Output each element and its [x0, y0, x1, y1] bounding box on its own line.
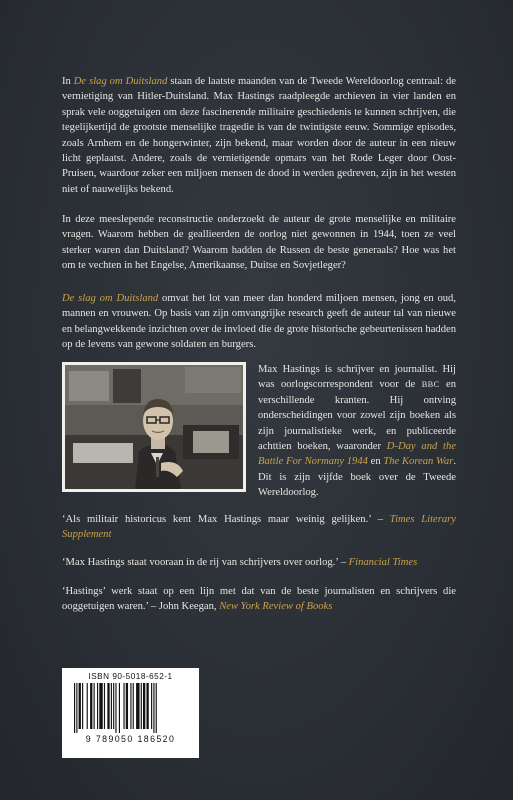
paragraph-1-text: staan de laatste maanden van de Tweede Wereldoorlog centraal: de vernietiging van Hitler-Duitsland. Max Hastings raadpleegde archieven in vier landen en sprak vele ooggetuigen om deze fascinerende militaire geschiedenis te kunnen schrijven, die tegelijkertijd de grootste menselijke tragedie is van de twintigste eeuw. Sommige episodes, zoals Arnhem en de hongerwinter, zijn bekend, maar worden door de auteur in een nieuw licht geplaatst. Andere, zoals de vernietigende opmars van het Rode Leger door Oost-Pruisen, waardoor zeker een miljoen mensen de dood in werden gedreven, zijn in het westen niet of nauwelijks bekend. — [62, 76, 457, 195]
quote-source: New York Review of Books — [219, 601, 333, 613]
barcode-icon — [72, 683, 190, 733]
author-photo-illustration — [65, 365, 243, 489]
author-bio: Max Hastings is schrijver en journalist. Hij was oorlogscorrespondent voor de BBC en verschillende kranten. Hij ontving onderscheidingen voor zowel zijn boeken als zijn journalistieke werk, en publiceerde achttien boeken, waaronder D-Day and the Battle For Normany 1944 en The Korean War. Dit is zijn vijfde boek over de Tweede Wereldoorlog. — [258, 364, 456, 499]
paragraph-3-text: omvat het lot van meer dan honderd miljoen mensen, jong en oud, mannen en vrouwen. Op basis van zijn omvangrijke research geeft de auteur tal van nieuwe en belangwekkende inzichten over de invloed die de grote historische gebeurtenissen hadden op de levens van gewone soldaten en burgers. — [62, 293, 456, 351]
book-title-dday: D-Day and the Battle For Normany 1944 — [258, 441, 456, 468]
review-quote-3: ‘Hastings’ werk staat op een lijn met dat van de beste journalisten en schrijvers die ooggetuigen waren.’ – John Keegan, New York Review of Books — [62, 586, 456, 613]
book-title-korean-war: The Korean War — [383, 456, 454, 468]
review-quote-2: ‘Max Hastings staat vooraan in de rij van schrijvers over oorlog.’ – Financial Times — [62, 557, 418, 568]
quote-source: Times Literary Supplement — [62, 514, 456, 541]
review-quote-1: ‘Als militair historicus kent Max Hastings maar weinig gelijken.’ – Times Literary Supplement — [62, 514, 456, 541]
description-paragraph-1 — [62, 74, 456, 197]
bbc-abbreviation: BBC — [421, 380, 440, 390]
isbn-label: ISBN 90-5018-652-1 — [88, 672, 173, 681]
quote-source: Financial Times — [348, 557, 418, 568]
ean-number: 9 789050 186520 — [85, 734, 176, 744]
author-photo — [62, 362, 246, 492]
intro-text: In — [62, 76, 74, 87]
book-title-italic: De slag om Duitsland — [73, 76, 168, 87]
description-paragraph-3 — [62, 291, 456, 353]
book-title-italic: De slag om Duitsland — [62, 293, 159, 304]
barcode-box — [62, 668, 199, 758]
description-paragraph-2: In deze meeslepende reconstructie onderzoekt de auteur de grote menselijke en militaire vragen. Waarom hebben de geallieerden de oorlog niet gewonnen in 1944, toen ze veel sterker waren dan Duitsland? Waarom hadden de Russen de beste generaals? Hoe was het om te vechten in het Engelse, Amerikaanse, Duitse en Sovjetleger? — [62, 214, 456, 272]
